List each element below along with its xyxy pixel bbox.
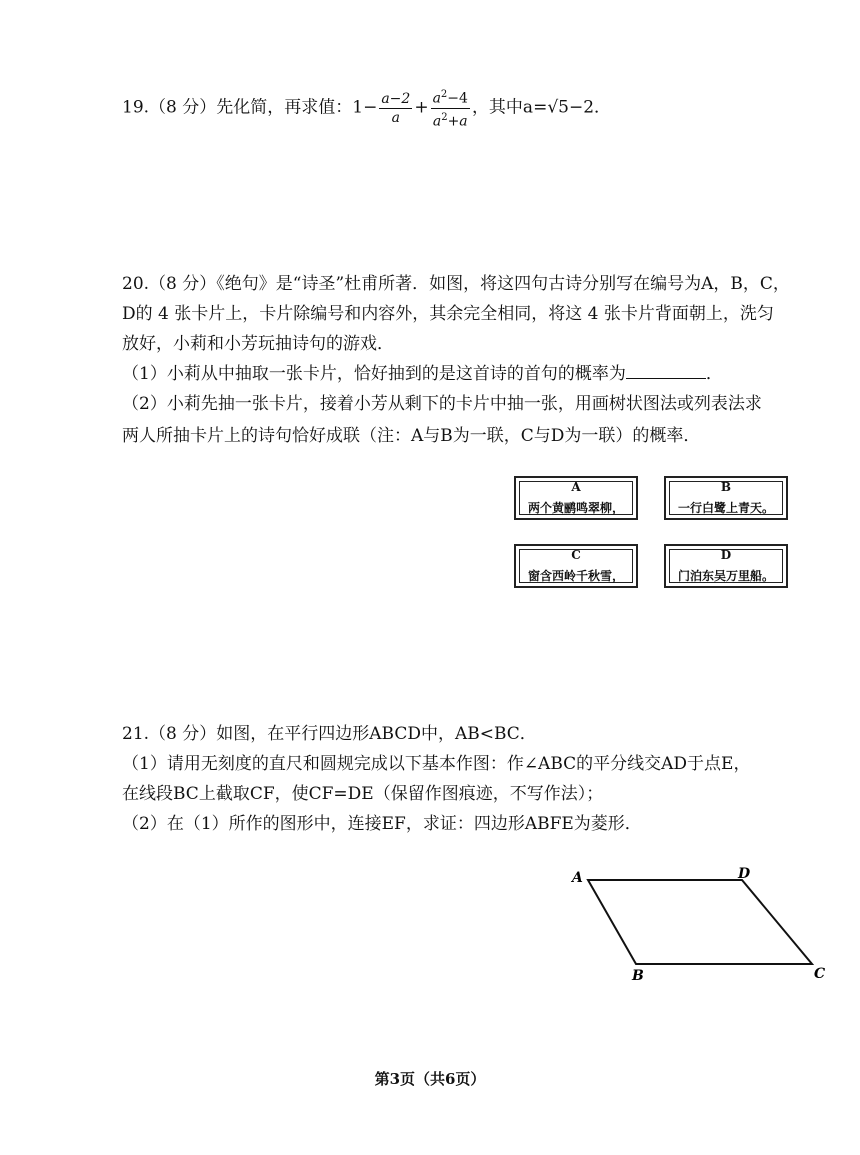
- q20-part2-line1: （2）小莉先抽一张卡片，接着小芳从剩下的卡片中抽一张，用画树状图法或列表法求: [122, 394, 762, 414]
- poem-card-label: B: [720, 480, 732, 494]
- poem-card-text: 窗含西岭千秋雪，: [527, 569, 624, 583]
- poem-card-text: 门泊东吴万里船。: [677, 569, 774, 583]
- q20-part2-line2: 两人所抽卡片上的诗句恰好成联（注：A与B为一联，C与D为一联）的概率．: [122, 426, 701, 446]
- q19-fraction-1: [379, 90, 412, 127]
- poem-card-a: [514, 476, 638, 520]
- q19-fraction-2: [431, 86, 470, 130]
- vertex-label-d: D: [738, 866, 751, 882]
- q19-frac1-numerator: a−2: [381, 90, 411, 107]
- parallelogram-abcd: [588, 880, 812, 964]
- poem-card-label: C: [571, 548, 581, 562]
- q19-suffix: ，其中a=√5−2．: [471, 97, 612, 118]
- answer-blank[interactable]: [626, 362, 706, 379]
- q20-part1-end: ．: [705, 364, 723, 384]
- q20-line2: D的 4 张卡片上，卡片除编号和内容外，其余完全相同，将这 4 张卡片背面朝上，洗匀: [122, 304, 774, 324]
- q20-part1: [122, 362, 723, 386]
- vertex-label-c: C: [814, 966, 826, 982]
- poem-card-c: [514, 544, 638, 588]
- vertex-label-b: B: [632, 968, 644, 984]
- poem-card-text: 两个黄鹂鸣翠柳，: [527, 501, 624, 515]
- q19-prefix: 19.（8 分）先化简，再求值：1−: [122, 97, 378, 118]
- q20-line3: 放好，小莉和小芳玩抽诗句的游戏．: [122, 334, 394, 354]
- q19-frac2-denominator: $a^2+a$: [432, 111, 468, 130]
- q21-part2-line1: （2）在（1）所作的图形中，连接EF，求证：四边形ABFE为菱形．: [122, 814, 642, 834]
- q19-frac2-numerator: $a^2-4$: [431, 86, 470, 109]
- q19-plus: +: [414, 97, 429, 118]
- poem-card-d: [664, 544, 788, 588]
- poem-card-b: [664, 476, 788, 520]
- q21-part1-line2: 在线段BC上截取CF，使CF=DE（保留作图痕迹，不写作法）；: [122, 784, 604, 804]
- q21-part1-line1: （1）请用无刻度的直尺和圆规完成以下基本作图：作∠ABC的平分线交AD于点E，: [122, 754, 751, 774]
- q19-frac2-num-base: a: [432, 90, 441, 107]
- q19-frac1-denominator: a: [391, 109, 400, 126]
- q19-frac2-den-base: a: [432, 113, 442, 130]
- vertex-label-a: A: [572, 870, 583, 886]
- poem-card-label: D: [720, 548, 732, 562]
- q19-frac2-num-rest: −4: [447, 90, 468, 107]
- q20-part1-text: （1）小莉从中抽取一张卡片，恰好抽到的是这首诗的首句的概率为: [122, 364, 626, 384]
- q21-line1: 21.（8 分）如图，在平行四边形ABCD中，AB<BC．: [122, 724, 537, 744]
- q19-frac2-den-rest: +a: [447, 113, 468, 130]
- poem-card-label: A: [571, 480, 581, 494]
- page-number-footer: 第3页（共6页）: [374, 1070, 486, 1088]
- q19-line: [122, 86, 611, 130]
- q20-line1: 20.（8 分）《绝句》是“诗圣”杜甫所著．如图，将这四句古诗分别写在编号为A，B，C，: [122, 274, 790, 294]
- poem-card-text: 一行白鹭上青天。: [677, 501, 774, 515]
